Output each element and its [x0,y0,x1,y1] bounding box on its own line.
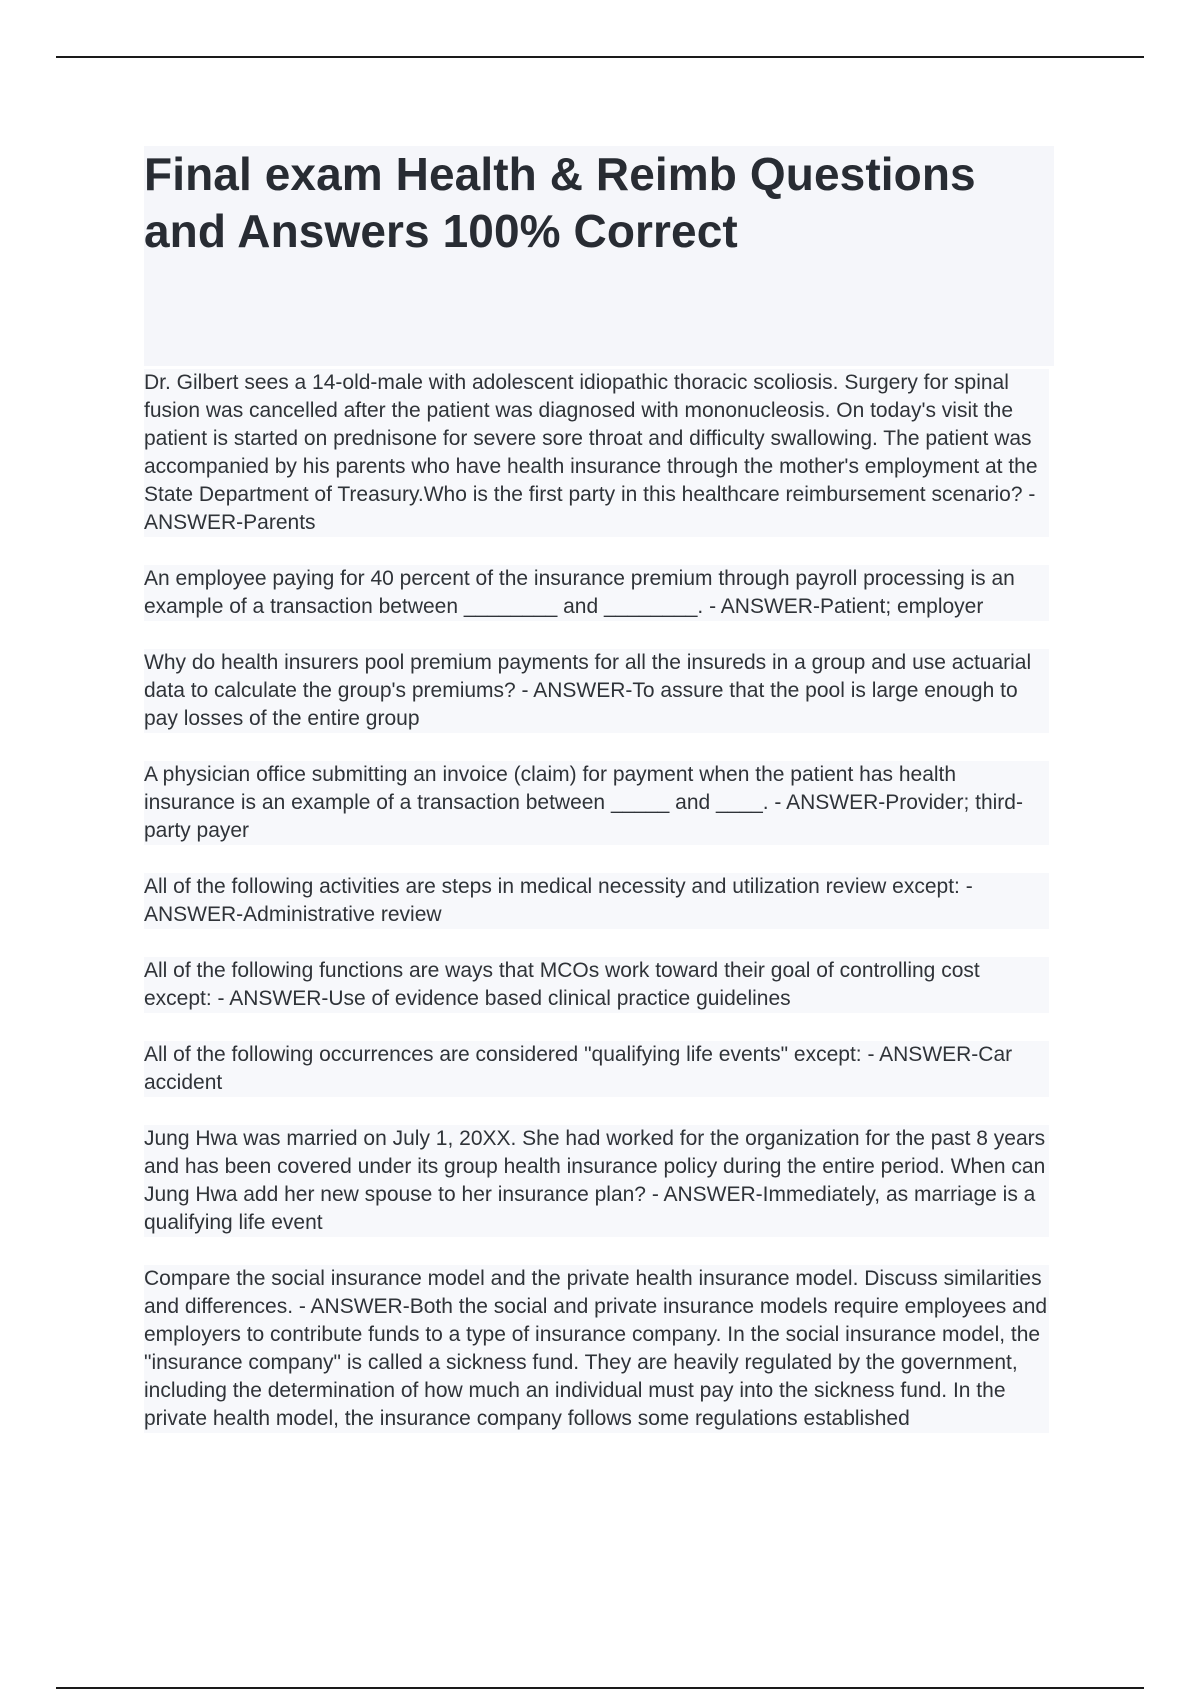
qa-entry-3: Why do health insurers pool premium payments for all the insureds in a group and use actuarial data to calculate the group's premiums? - ANSWER-To assure that the pool is large enough to pay losses of the entire group [144,649,1049,733]
qa-list [144,369,1049,1461]
top-rule [56,56,1144,58]
qa-entry-5: All of the following activities are steps in medical necessity and utilization review except: - ANSWER-Administrative review [144,873,1049,929]
qa-entry-1: Dr. Gilbert sees a 14-old-male with adolescent idiopathic thoracic scoliosis. Surgery for spinal fusion was cancelled after the patient was diagnosed with mononucleosis. On today's visit the patient is started on prednisone for severe sore throat and difficulty swallowing. The patient was accompanied by his parents who have health insurance through the mother's employment at the State Department of Treasury.Who is the first party in this healthcare reimbursement scenario? - ANSWER-Parents [144,369,1049,537]
document-title: Final exam Health & Reimb Questions and Answers 100% Correct [144,148,976,257]
qa-entry-2: An employee paying for 40 percent of the insurance premium through payroll processing is an example of a transaction between ________ and ________. - ANSWER-Patient; employer [144,565,1049,621]
qa-entry-6: All of the following functions are ways that MCOs work toward their goal of controlling cost except: - ANSWER-Use of evidence based clinical practice guidelines [144,957,1049,1013]
bottom-rule [56,1687,1144,1689]
title-block [144,146,1054,366]
qa-entry-8: Jung Hwa was married on July 1, 20XX. She had worked for the organization for the past 8 years and has been covered under its group health insurance policy during the entire period. When can Jung Hwa add her new spouse to her insurance plan? - ANSWER-Immediately, as marriage is a qualifying life event [144,1125,1049,1237]
qa-entry-7: All of the following occurrences are considered "qualifying life events" except: - ANSWER-Car accident [144,1041,1049,1097]
qa-entry-9: Compare the social insurance model and the private health insurance model. Discuss similarities and differences. - ANSWER-Both the social and private insurance models require employees and employers to contribute funds to a type of insurance company. In the social insurance model, the "insurance company" is called a sickness fund. They are heavily regulated by the government, including the determination of how much an individual must pay into the sickness fund. In the private health model, the insurance company follows some regulations established [144,1265,1049,1433]
qa-entry-4: A physician office submitting an invoice (claim) for payment when the patient has health insurance is an example of a transaction between _____ and ____. - ANSWER-Provider; third-party payer [144,761,1049,845]
